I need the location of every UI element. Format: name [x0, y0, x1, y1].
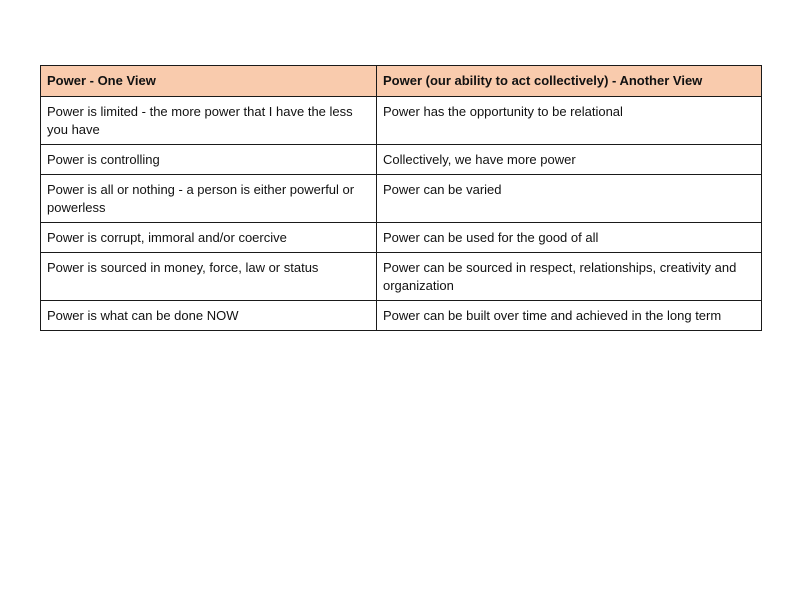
one-view-cell: Power is what can be done NOW	[41, 301, 377, 331]
one-view-cell: Power is corrupt, immoral and/or coercive	[41, 223, 377, 253]
one-view-cell: Power is all or nothing - a person is either powerful or powerless	[41, 175, 377, 223]
one-view-cell: Power is sourced in money, force, law or status	[41, 253, 377, 301]
table-row	[41, 145, 762, 175]
table-row	[41, 223, 762, 253]
table-header-row	[41, 66, 762, 97]
table-row	[41, 175, 762, 223]
another-view-cell: Power can be used for the good of all	[377, 223, 762, 253]
another-view-cell: Power can be varied	[377, 175, 762, 223]
one-view-cell: Power is controlling	[41, 145, 377, 175]
power-comparison-table	[40, 65, 762, 331]
table-row	[41, 301, 762, 331]
another-view-cell: Power can be built over time and achieved in the long term	[377, 301, 762, 331]
table-row	[41, 253, 762, 301]
header-one-view: Power - One View	[41, 66, 377, 97]
another-view-cell: Power can be sourced in respect, relationships, creativity and organization	[377, 253, 762, 301]
table-row	[41, 97, 762, 145]
one-view-cell: Power is limited - the more power that I have the less you have	[41, 97, 377, 145]
header-another-view: Power (our ability to act collectively) - Another View	[377, 66, 762, 97]
another-view-cell: Collectively, we have more power	[377, 145, 762, 175]
another-view-cell: Power has the opportunity to be relational	[377, 97, 762, 145]
